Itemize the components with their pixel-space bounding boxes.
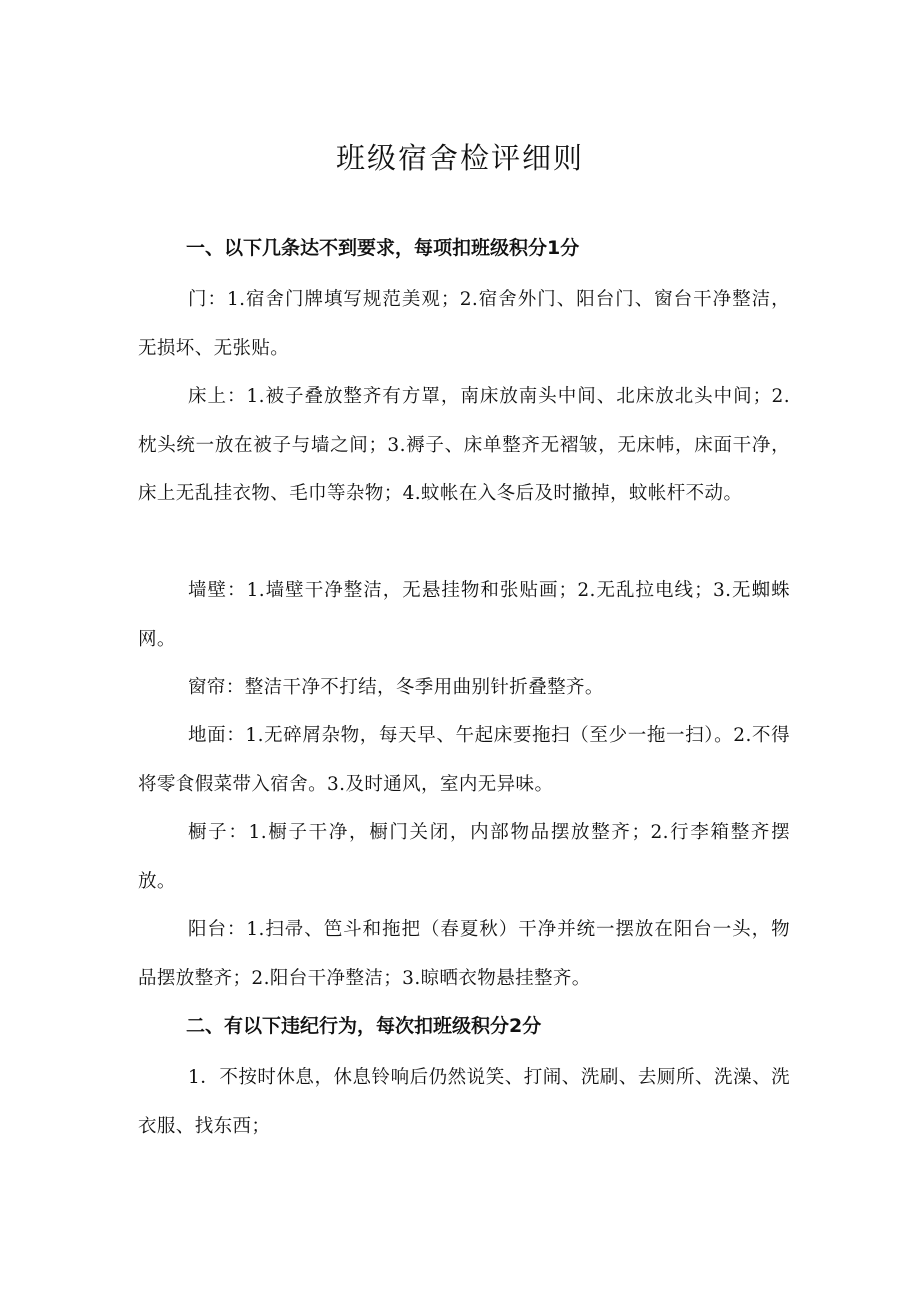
rule-door: 门：1.宿舍门牌填写规范美观；2.宿舍外门、阳台门、窗台干净整洁，无损坏、无张贴。 <box>138 289 790 359</box>
rule-floor: 地面：1.无碎屑杂物，每天早、午起床要拖扫（至少一拖一扫）。2.不得将零食假菜带入宿舍。3.及时通风，室内无异味。 <box>138 725 790 795</box>
rule-wall: 墙壁：1.墙壁干净整洁，无悬挂物和张贴画；2.无乱拉电线；3.无蜘蛛网。 <box>138 580 790 650</box>
document-title: 班级宿舍检评细则 <box>335 141 584 175</box>
violation-rest: 1．不按时休息，休息铃响后仍然说笑、打闹、洗刷、去厕所、洗澡、洗衣服、找东西； <box>138 1067 790 1137</box>
section-2-heading: 二、有以下违纪行为，每次扣班级积分2分 <box>186 1015 542 1037</box>
rule-balcony: 阳台：1.扫帚、笆斗和拖把（春夏秋）干净并统一摆放在阳台一头，物品摆放整齐；2.阳台干净整洁；3.晾晒衣物悬挂整齐。 <box>138 919 790 989</box>
rule-bed: 床上：1.被子叠放整齐有方罩，南床放南头中间、北床放北头中间；2.枕头统一放在被子与墙之间；3.褥子、床单整齐无褶皱，无床帏，床面干净，床上无乱挂衣物、毛巾等杂物；4.蚊帐在入冬后及时撤掉，蚊帐杆不动。 <box>138 386 790 504</box>
rule-curtain: 窗帘：整洁干净不打结，冬季用曲别针折叠整齐。 <box>188 677 604 698</box>
rule-cabinet: 橱子：1.橱子干净，橱门关闭，内部物品摆放整齐；2.行李箱整齐摆放。 <box>138 822 790 892</box>
section-1-heading: 一、以下几条达不到要求，每项扣班级积分1分 <box>186 237 580 259</box>
